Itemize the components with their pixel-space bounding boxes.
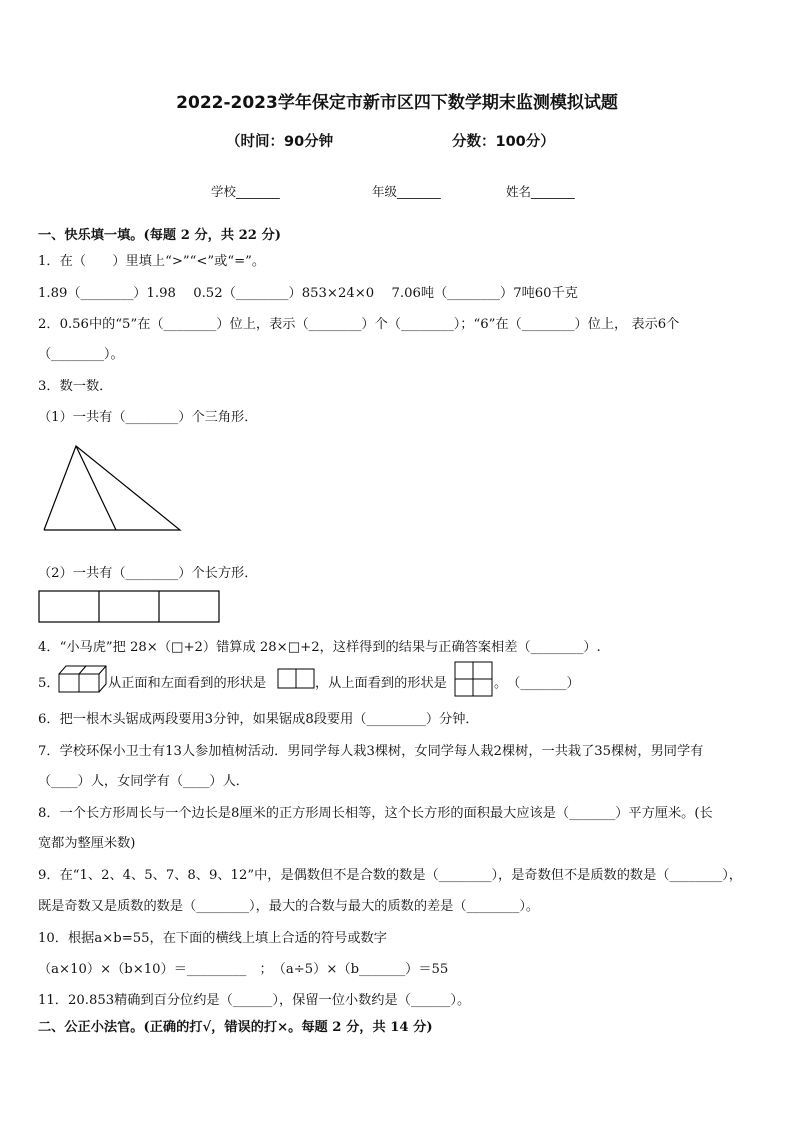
question-11: 11．20.853精确到百分位约是（______），保留一位小数约是（______）。	[38, 993, 471, 1008]
question-7-line-1: 7．学校环保小卫士有13人参加植树活动．男同学每人栽3棵树，女同学每人栽2棵树，一共栽了35棵树，男同学有	[38, 744, 704, 759]
page-title: 2022-2023学年保定市新市区四下数学期末监测模拟试题	[176, 93, 618, 113]
score-label: 分数：100分）	[452, 134, 555, 150]
question-10: 10．根据a×b=55，在下面的横线上填上合适的符号或数字	[38, 931, 387, 946]
school-field: 学校_______	[211, 184, 280, 199]
time-label: （时间：90分钟	[226, 134, 334, 150]
question-8-line-1: 8．一个长方形周长与一个边长是8厘米的正方形周长相等，这个长方形的面积最大应该是（_______）平方厘米。(长	[38, 806, 713, 821]
question-3-part-1: （1）一共有（________）个三角形．	[38, 410, 258, 425]
question-10-items: （a×10）×（b×10）＝_________ ； （a÷5）×（b_______）＝55	[38, 962, 449, 977]
section-1-heading: 一、快乐填一填。(每题 2 分，共 22 分)	[38, 228, 281, 243]
question-2-line-1: 2．0.56中的“5”在（________）位上，表示（________）个（________）；“6”在（________）位上， 表示6个	[38, 317, 680, 332]
question-3: 3．数一数．	[38, 379, 113, 394]
question-1: 1．在（ ）里填上“>”“<”或“=”。	[38, 254, 266, 269]
question-5-text-a: 从正面和左面看到的形状是	[108, 676, 267, 691]
section-2-heading: 二、公正小法官。(正确的打√，错误的打×。每题 2 分，共 14 分)	[38, 1020, 433, 1035]
question-3-part-2: （2）一共有（________）个长方形．	[38, 566, 258, 581]
question-1-items: 1.89（________）1.98 0.52（________）853×24×0 7.06吨（________）7吨60千克	[38, 286, 578, 301]
question-4: 4．“小马虎”把 28×（□+2）错算成 28×□+2，这样得到的结果与正确答案相差（________）.	[38, 640, 601, 655]
question-5-text-b: ，从上面看到的形状是	[315, 676, 447, 691]
question-6: 6．把一根木头锯成两段要用3分钟，如果锯成8段要用（_________）分钟．	[38, 712, 479, 727]
question-7-line-2: （____）人，女同学有（____）人．	[38, 774, 249, 789]
grade-field: 年级_______	[372, 184, 441, 199]
question-5-text-c: 。 （_______）	[494, 676, 580, 691]
question-9-line-2: 既是奇数又是质数的数是（________），最大的合数与最大的质数的差是（________）。	[38, 899, 540, 914]
question-8-line-2: 宽都为整厘米数)	[38, 836, 136, 851]
name-field: 姓名_______	[506, 184, 575, 199]
question-2-line-2: （________）。	[38, 347, 124, 362]
question-9-line-1: 9．在“1、2、4、5、7、8、9、12”中，是偶数但不是合数的数是（________），是奇数但不是质数的数是（________），	[38, 868, 742, 883]
question-5-number: 5．	[38, 676, 60, 691]
